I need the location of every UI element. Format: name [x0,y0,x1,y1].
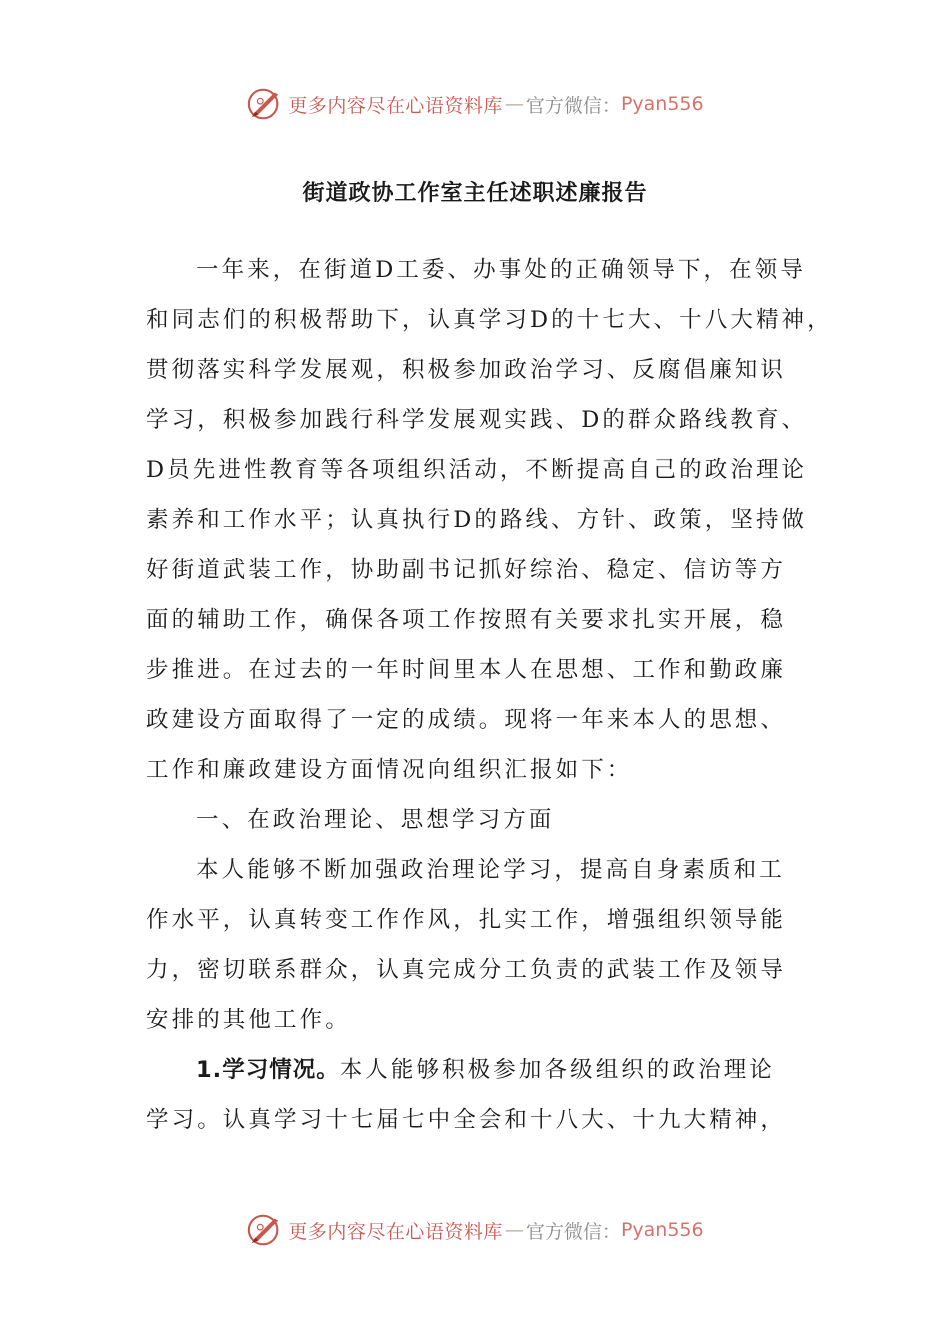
banner-dash: — [504,93,524,115]
pen-circle-logo-icon [246,85,284,123]
paragraph-line: 学习。认真学习十七届七中全会和十八大、十九大精神， [146,1107,787,1133]
banner-dash: — [504,1219,524,1241]
paragraph-line: 步推进。在过去的一年时间里本人在思想、工作和勤政廉 [146,657,787,683]
paragraph-line: 贯彻落实科学发展观，积极参加政治学习、反腐倡廉知识 [146,357,787,383]
footer-banner [0,1208,950,1252]
paragraph-line: 素养和工作水平；认真执行D的路线、方针、政策，坚持做 [146,507,808,533]
banner-library-text: 更多内容尽在心语资料库 [288,1220,503,1243]
paragraph-line: 好街道武装工作，协助副书记抓好综治、稳定、信访等方 [146,557,787,583]
banner-library-text: 更多内容尽在心语资料库 [288,94,503,117]
banner-wechat-id: Pyan556 [620,1219,704,1241]
item-1-line [146,1045,814,1095]
paragraph-line: 本人能够不断加强政治理论学习，提高自身素质和工 [196,857,785,883]
pen-circle-logo-icon [246,1211,284,1249]
banner-wechat-label: 官方微信： [525,1220,621,1243]
item-1-text: 本人能够积极参加各级组织的政治理论 [339,1057,775,1083]
paragraph-line: 一年来，在街道D工委、办事处的正确领导下，在领导 [196,257,806,283]
item-1-heading: 1.学习情况。 [196,1057,340,1083]
document-title: 街道政协工作室主任述职述廉报告 [302,181,648,206]
paragraph-line: 安排的其他工作。 [146,1007,351,1033]
document-body [146,245,833,1145]
paragraph-line: 学习，积极参加践行科学发展观实践、D的群众路线教育、 [146,407,808,433]
paragraph-line: 和同志们的积极帮助下，认真学习D的十七大、十八大精神， [146,307,833,333]
paragraph-line: 力，密切联系群众，认真完成分工负责的武装工作及领导 [146,957,787,983]
paragraph-line: D员先进性教育等各项组织活动，不断提高自己的政治理论 [146,457,808,483]
section-heading: 一、在政治理论、思想学习方面 [196,807,555,833]
paragraph-line: 工作和廉政建设方面情况向组织汇报如下： [146,757,633,783]
paragraph-line: 面的辅助工作，确保各项工作按照有关要求扎实开展，稳 [146,607,787,633]
banner-wechat-id: Pyan556 [620,93,704,115]
header-banner [0,82,950,126]
paragraph-line: 政建设方面取得了一定的成绩。现将一年来本人的思想、 [146,707,787,733]
banner-wechat-label: 官方微信： [525,94,621,117]
paragraph-line: 作水平，认真转变工作作风，扎实工作，增强组织领导能 [146,907,787,933]
